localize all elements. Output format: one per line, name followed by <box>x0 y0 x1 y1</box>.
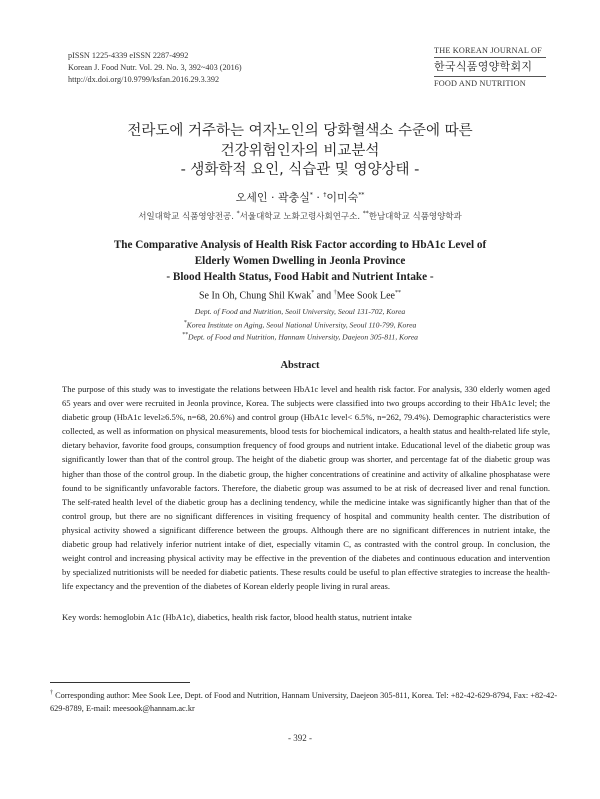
korean-title-line1: 전라도에 거주하는 여자노인의 당화혈색소 수준에 따른 <box>127 123 473 139</box>
publication-info <box>68 50 242 86</box>
korean-authors: 오세인 · 곽충실* · †이미숙** <box>235 191 365 204</box>
issn: pISSN 1225-4339 eISSN 2287-4992 <box>68 51 189 60</box>
abstract-heading: Abstract <box>280 360 320 371</box>
page-number: - 392 - <box>288 733 312 743</box>
corresponding-author-footnote: † Corresponding author: Mee Sook Lee, Dept. of Food and Nutrition, Hannam University, Daejeon 305-811, Korea. Tel: +82-42-629-8794, Fax: +82-42-629-8789, E-mail: meesook@hannam.ac.kr <box>50 690 558 713</box>
journal-rule <box>434 76 546 77</box>
journal-masthead <box>434 46 546 88</box>
journal-rule <box>434 57 546 58</box>
journal-title-korean: 한국식품영양학회지 <box>434 60 533 73</box>
affiliation-2: *Korea Institute on Aging, Seoul National University, Seoul 110-799, Korea <box>183 320 417 330</box>
korean-title-line3: - 생화학적 요인, 식습관 및 영양상태 - <box>180 162 420 178</box>
abstract-body: The purpose of this study was to investigate the relations between HbA1c level and health risk factor. For analysis, 330 elderly women aged 65 years and over were recruited in Jeonla province, Korea. The subjects were classified into two groups according to their HbA1c level; the diabetic group (HbA1c level≥6.5%, n=68, 20.6%) and control group (HbA1c level< 6.5%, n=262, 79.4%). Demographic characteristics were collected, as well as information on physical measurements, blood tests for biochemical indicators, a health status and health-related life style, dietary behavior, favorite food groups, consumption frequency of food groups and nutrient intake. Educational level of the diabetic group was significantly lower than that of the control group. The height of the diabetic group was shorter, and percentage fat of the diabetic group was higher than those of the control group. In the diabetic group, the higher concentrations of creatinine and activity of alkaline phosphatase were found to be significantly unfavorable factors. Therefore, the diabetic group was assumed to be at risk of decreased liver and renal function. The self-rated health level of the diabetic group has a declining tendency, while the medicine intake was significantly higher than that of the control group, but there are no significant differences in visiting frequency of hospital and community health center. The distribution of physical activity showed a significant difference between the groups. Although there are no significant differences in nutrient intake, the diabetic group had relatively inferior nutrient intake of diet, especially vitamin C, as contrasted with the control group. In conclusion, the weight control and increasing physical activity may be effective in the prevention of the diabetes and continuous education and intervention by specialized nutritionists will be needed for diabetic patients. These results could be useful to plan effective strategies to increase the health-life expectancy and the prevention of the diabetes of Korean elderly people living in rural areas. <box>62 384 550 592</box>
affiliation-1: Dept. of Food and Nutrition, Seoil University, Seoul 131-702, Korea <box>194 307 406 316</box>
journal-title-line3: FOOD AND NUTRITION <box>434 79 526 88</box>
korean-affiliations: 서일대학교 식품영양전공. *서울대학교 노화고령사회연구소. **한남대학교 식품영양학과 <box>138 210 462 222</box>
journal-title-line1: THE KOREAN JOURNAL OF <box>434 46 542 55</box>
korean-title-line2: 건강위험인자의 비교분석 <box>220 143 380 159</box>
english-authors: Se In Oh, Chung Shil Kwak* and †Mee Sook Lee** <box>198 290 401 302</box>
footnote-rule <box>50 682 190 683</box>
affiliation-3: **Dept. of Food and Nutrition, Hannam University, Daejeon 305-811, Korea <box>182 332 418 342</box>
keywords: Key words: hemoglobin A1c (HbA1c), diabetics, health risk factor, blood health status, nutrient intake <box>62 612 412 622</box>
english-title-line2: Elderly Women Dwelling in Jeonla Province <box>194 255 406 267</box>
english-title-line3: - Blood Health Status, Food Habit and Nutrient Intake - <box>166 271 434 283</box>
doi-link[interactable]: http://dx.doi.org/10.9799/ksfan.2016.29.3.392 <box>68 75 220 84</box>
english-title-line1: The Comparative Analysis of Health Risk Factor according to HbA1c Level of <box>113 239 487 251</box>
citation: Korean J. Food Nutr. Vol. 29. No. 3, 392~403 (2016) <box>68 63 242 72</box>
